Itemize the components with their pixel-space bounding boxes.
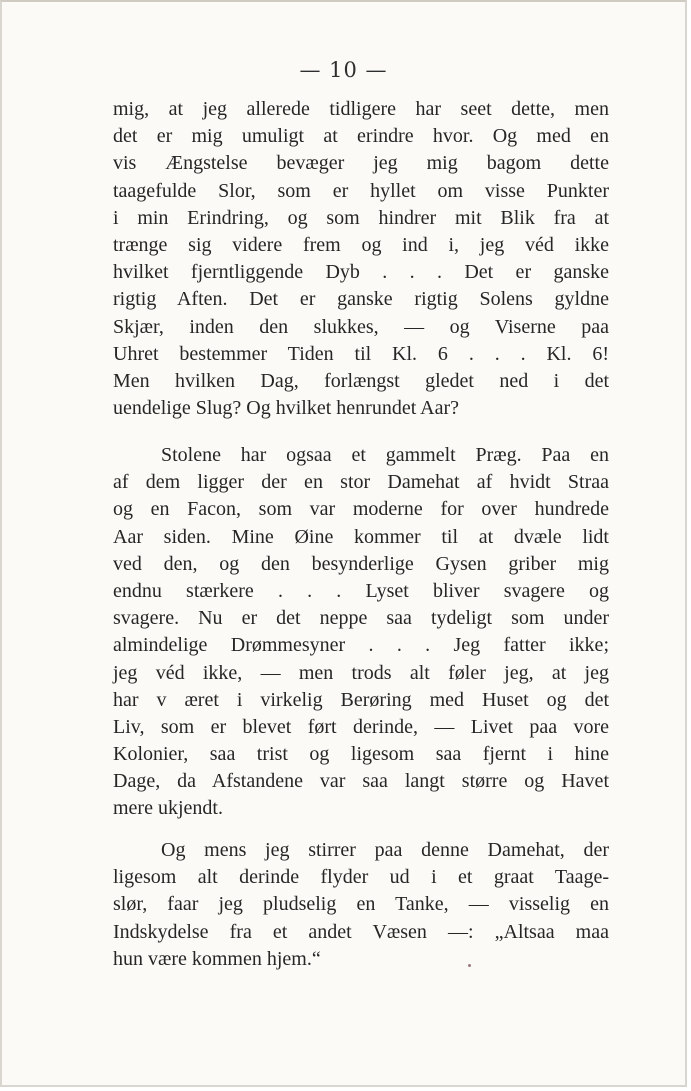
text-line: af dem ligger der en stor Damehat af hvidt Straa [113, 471, 609, 494]
text-line: Indskydelse fra et andet Væsen —: „Altsaa maa [113, 920, 609, 943]
paragraph-1 [113, 96, 609, 422]
text-line: almindelige Drømmesyner . . . Jeg fatter ikke; [113, 634, 609, 657]
text-line: endnu stærkere . . . Lyset bliver svagere og [113, 579, 609, 602]
text-line: Skjær, inden den slukkes, — og Viserne paa [113, 315, 609, 338]
text-line: det er mig umuligt at erindre hvor. Og med en [113, 125, 609, 148]
text-line: mig, at jeg allerede tidligere har seet dette, men [113, 98, 609, 120]
text-line: taagefulde Slor, som er hyllet om visse Punkter [113, 179, 609, 202]
text-line: jeg véd ikke, — men trods alt føler jeg, at jeg [113, 661, 609, 684]
text-line: Og mens jeg stirrer paa denne Damehat, der [161, 839, 609, 861]
text-line: ved den, og den besynderlige Gysen griber mig [113, 552, 609, 575]
text-line: Aar siden. Mine Øine kommer til at dvæle lidt [113, 525, 609, 548]
text-line: Dage, da Afstandene var saa langt større og Havet [113, 770, 609, 793]
text-line: i min Erindring, og som hindrer mit Blik fra at [113, 206, 609, 229]
text-line: slør, faar jeg pludselig en Tanke, — visselig en [113, 893, 609, 916]
text-line: trænge sig videre frem og ind i, jeg véd ikke [113, 233, 609, 256]
text-line: Stolene har ogsaa et gammelt Præg. Paa en [161, 444, 609, 466]
text-line: vis Ængstelse bevæger jeg mig bagom dette [113, 152, 609, 175]
text-line: Uhret bestemmer Tiden til Kl. 6 . . . Kl. 6! [113, 342, 609, 365]
text-line: og en Facon, som var moderne for over hundrede [113, 498, 609, 521]
text-line: mere ukjendt. [113, 797, 223, 820]
ink-speck [468, 964, 471, 967]
text-line: hun være kommen hjem.“ [113, 947, 321, 970]
text-line: Kolonier, saa trist og ligesom saa fjernt i hine [113, 743, 609, 766]
page-number: — 10 — [299, 58, 388, 82]
paragraph-2 [113, 442, 609, 823]
text-line: Men hvilken Dag, forlængst gledet ned i det [113, 369, 609, 392]
paragraph-3 [113, 837, 609, 973]
text-line: rigtig Aften. Det er ganske rigtig Solens gyldne [113, 288, 609, 311]
text-line: svagere. Nu er det neppe saa tydeligt som under [113, 607, 609, 630]
text-line: har v æret i virkelig Berøring med Huset og det [113, 688, 609, 711]
text-line: Liv, som er blevet ført derinde, — Livet paa vore [113, 715, 609, 738]
text-line: uendelige Slug? Og hvilket henrundet Aar? [113, 397, 460, 420]
text-line: ligesom alt derinde flyder ud i et graat Taage- [113, 866, 609, 889]
text-line: hvilket fjerntliggende Dyb . . . Det er ganske [113, 261, 609, 284]
